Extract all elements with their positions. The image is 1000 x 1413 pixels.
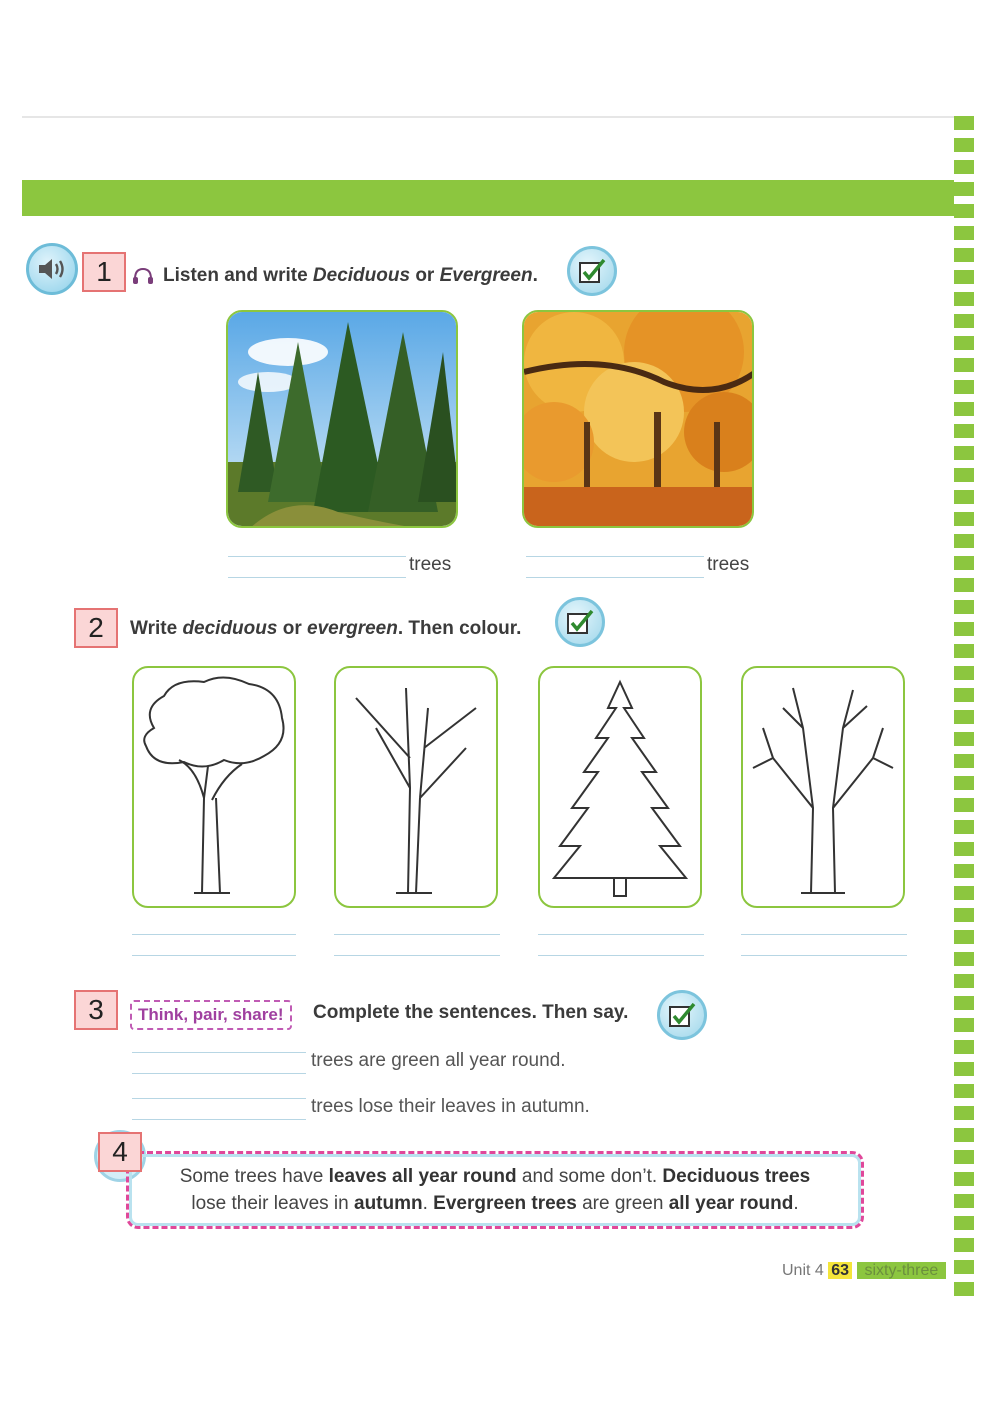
exercise-1-instruction: Listen and write Deciduous or Evergreen. [163,265,538,286]
page-footer [782,1262,946,1280]
think-pair-share-badge: Think, pair, share! [130,1000,292,1030]
exercise-3-number: 3 [74,990,118,1030]
tree-card-leafy[interactable] [132,666,296,908]
exercise-4-number: 4 [98,1132,142,1172]
photo-autumn-forest [522,310,754,528]
tree-card-bare-thick[interactable] [741,666,905,908]
checkbox-tick-icon [577,257,607,285]
sentence-answer-field-1[interactable] [132,1052,306,1074]
tree-card-bare-thin[interactable] [334,666,498,908]
speaker-icon [37,256,67,282]
fact-box [126,1151,864,1229]
check-answers-button-2[interactable] [555,597,605,647]
leafy-tree-drawing [134,668,294,906]
answer-field-2[interactable] [526,556,704,578]
tree-answer-field-3[interactable] [538,934,704,956]
page-edge-stripe [954,116,974,1302]
check-answers-button-3[interactable] [657,990,707,1040]
exercise-1-number: 1 [82,252,126,292]
answer-suffix-1: trees [409,554,452,575]
headphones-icon [132,266,154,286]
exercise-3-instruction: Complete the sentences. Then say. [313,1002,629,1023]
bare-tree-drawing [336,668,496,906]
tree-card-fir[interactable] [538,666,702,908]
answer-suffix-2: trees [707,554,750,575]
sentence-1: trees are green all year round. [311,1050,566,1071]
unit-label: Unit 4 [782,1262,824,1279]
check-answers-button-1[interactable] [567,246,617,296]
tree-answer-field-4[interactable] [741,934,907,956]
fact-box-text: Some trees have leaves all year round and some don’t. Deciduous trees lose their leaves in autumn. Evergreen trees are green all year round. [179,1166,811,1214]
answer-field-1[interactable] [228,556,406,578]
page-number-words: sixty-three [857,1262,947,1279]
top-divider [22,116,974,118]
fir-tree-drawing [540,668,700,906]
sentence-2: trees lose their leaves in autumn. [311,1096,590,1117]
page-number: 63 [828,1262,852,1279]
sentence-answer-field-2[interactable] [132,1098,306,1120]
exercise-2-instruction: Write deciduous or evergreen. Then colour. [130,618,522,639]
header-bar [22,180,962,216]
bare-branchy-tree-drawing [743,668,903,906]
audio-play-button[interactable] [26,243,78,295]
tree-answer-field-1[interactable] [132,934,296,956]
checkbox-tick-icon [667,1001,697,1029]
exercise-2-number: 2 [74,608,118,648]
checkbox-tick-icon [565,608,595,636]
photo-evergreen-forest [226,310,458,528]
tree-answer-field-2[interactable] [334,934,500,956]
